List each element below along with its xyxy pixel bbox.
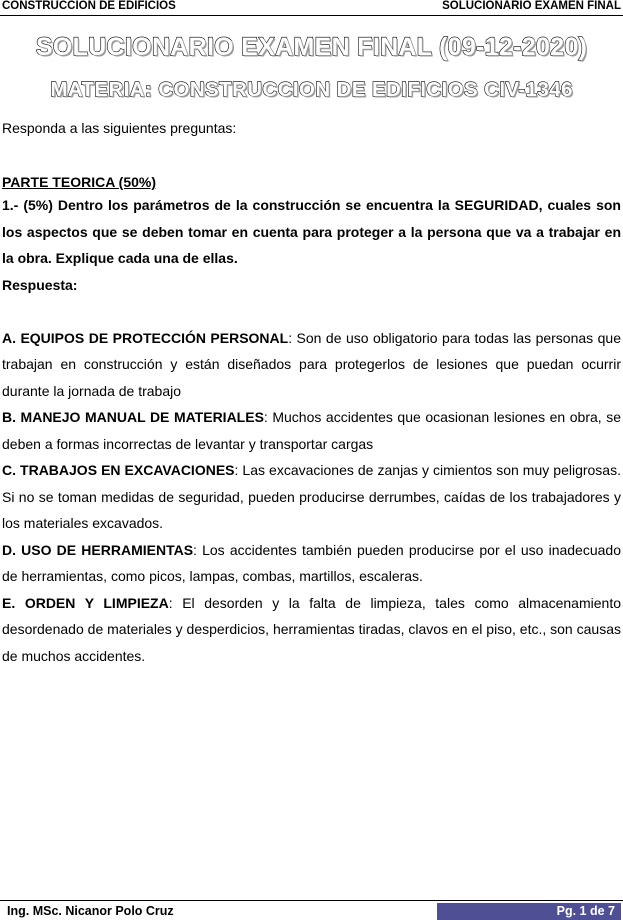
answer-item-title: B. MANEJO MANUAL DE MATERIALES [2,409,264,425]
answer-item-title: D. USO DE HERRAMIENTAS [2,541,194,558]
question-1: 1.- (5%) Dentro los parámetros de la construcción se encuentra la SEGURIDAD, cuales son los aspectos que se deben tomar en cuenta para proteger a la persona que va a trabajar en la obra. Explique cada una de ellas. [2,197,621,266]
section-heading: PARTE TEORICA (50%) [2,174,157,190]
answer-item-text: : Muchos accidentes que ocasionan lesiones en obra, se deben a formas incorrectas de levantar y transportar cargas [2,409,621,452]
document-subtitle: MATERIA: CONSTRUCCION DE EDIFICIOS CIV-1346 [50,78,573,101]
answer-item-d [2,537,621,590]
page-header [0,0,623,16]
answer-item-text: : El desorden y la falta de limpieza, tales como almacenamiento desordenado de materiales y desperdicios, herramientas tiradas, clavos en el piso, etc., son causas de muchos accidentes. [2,594,621,664]
answer-label: Respuesta: [2,276,78,293]
document-title: SOLUCIONARIO EXAMEN FINAL (09-12-2020) [35,33,588,61]
header-document-name: SOLUCIONARIO EXAMEN FINAL [442,0,621,12]
answer-item-title: C. TRABAJOS EN EXCAVACIONES [2,462,235,478]
answer-item-text: : Las excavaciones de zanjas y cimientos son muy peligrosas. Si no se toman medidas de seguridad, pueden producirse derrumbes, caídas de los trabajadores y los materiales excavados. [2,462,621,531]
answer-item-text: : Son de uso obligatorio para todas las personas que trabajan en construcción y están diseñados para protegerlos de lesiones que puedan ocurrir durante la jornada de trabajo [2,329,621,399]
page-footer [0,900,623,920]
answer-item-b [2,404,621,457]
instructions-text: Responda a las siguientes preguntas: [2,120,237,136]
footer-author: Ing. MSc. Nicanor Polo Cruz [7,904,174,918]
answer-item-title: E. ORDEN Y LIMPIEZA [2,594,169,611]
answer-item-text: : Los accidentes también pueden producirse por el uso inadecuado de herramientas, como picos, lampas, combas, martillos, escaleras. [2,541,621,584]
answer-item-e [2,590,621,670]
document-body [2,118,621,669]
page-number-badge: Pg. 1 de 7 [437,903,621,920]
answer-list [2,325,621,670]
answer-item-a [2,325,621,405]
header-course-name: CONSTRUCCION DE EDIFICIOS [2,0,176,12]
answer-item-title: A. EQUIPOS DE PROTECCIÓN PERSONAL [2,329,289,346]
answer-item-c [2,457,621,537]
